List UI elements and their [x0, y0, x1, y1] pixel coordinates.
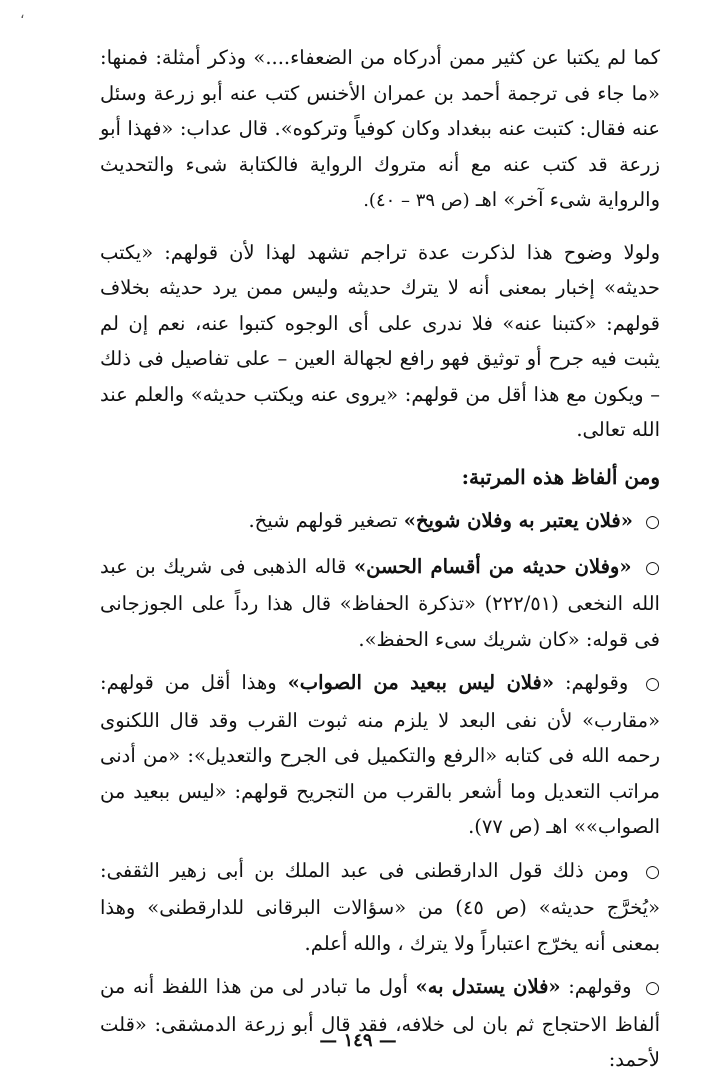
bullet-text: النخعى (٢٢٢/٥١) «تذكرة الحفاظ» قال هذا رداً على الجوزجانى فى قوله: «كان — [100, 592, 660, 651]
paragraph-line: «يروى عنه ويكتب حديثه» والعلم عند الله تعالى. — [100, 382, 660, 441]
bullet-text: شريك سىء الحفظ». — [358, 627, 532, 651]
bullet-prefix: وقولهم: — [568, 975, 632, 998]
bullet-term: «فلان يعتبر به وفلان شويخ» — [403, 509, 633, 532]
bullet-text: قاله الذهبى فى شريك بن عبد الله — [100, 554, 660, 615]
paragraph-line: عنه ببغداد وكان كوفياً وتركوه». قال عداب: «فهذا أبو زرعة قد كتب عنه — [100, 117, 660, 176]
bullet-text: تصغير قولهم شيخ. — [248, 509, 398, 532]
paragraph-line: مع أنه متروك الرواية فالكتابة شىء والتحديث والرواية شىء آخر» اهـ — [100, 152, 660, 211]
circle-bullet-icon: ○ — [645, 512, 660, 532]
circle-bullet-icon: ○ — [645, 557, 661, 578]
bullet-item — [100, 549, 660, 658]
bullet-item — [100, 969, 660, 1078]
bullet-text: أشعر بالقرب من التجريح قولهم: «ليس ببعيد من الصواب»» اهـ (ص ٧٧). — [100, 779, 660, 838]
bullet-text: ولا يترك ، والله أعلم. — [304, 931, 475, 955]
circle-bullet-icon: ○ — [645, 861, 660, 882]
bullet-text: ألفاظ الاحتجاج ثم بان لى خلافه، فقد قال أبو زرعة الدمشقى: «قلت لأحمد: — [100, 1012, 660, 1071]
circle-bullet-icon: ○ — [645, 674, 660, 694]
paragraph-line: حديثه» إخبار بمعنى أنه لا يترك حديثه وليس ممن يرد حديثه بخلاف قولهم: «كتبنا — [100, 276, 660, 335]
paragraph-line: فى ترجمة أحمد بن عمران الأخنس كتب عنه أبو زرعة وسئل عنه فقال: كتبت — [100, 81, 661, 140]
bullet-term: «فلان يستدل به» — [415, 975, 561, 998]
bullet-term: «فلان ليس ببعيد من الصواب» — [287, 671, 555, 694]
bullet-text: فى كتابه «الرفع والتكميل فى الجرح والتعديل»: «من أدنى مراتب التعديل وما — [100, 744, 660, 803]
corner-mark: ، — [20, 6, 25, 22]
paragraph-line: ولولا وضوح هذا لذكرت عدة تراجم تشهد لهذا لأن قولهم: «يكتب — [100, 240, 660, 264]
bullet-text: حديثه» (ص ٤٥) من «سؤالات البرقانى للدارقطنى» وهذا بمعنى أنه يخرّج اعتباراً — [100, 896, 660, 955]
section-heading: ومن ألفاظ هذه المرتبة: — [461, 464, 660, 489]
bullet-item — [100, 853, 660, 962]
paragraph-line: (ص ٣٩ – ٤٠). — [363, 190, 470, 211]
paragraph-line: كما لم يكتبا عن كثير ممن أدركاه من الضعفاء....» وذكر أمثلة: فمنها: «ما جاء — [100, 46, 660, 105]
paragraph-line: فهو رافع لجهالة العين – على تفاصيل فى ذلك – ويكون مع هذا أقل من قولهم: — [100, 347, 660, 406]
bullet-text: أول ما تبادر لى من هذا اللفظ أنه من — [100, 975, 408, 998]
bullet-term: «وفلان حديثه من أقسام الحسن» — [353, 554, 632, 578]
page-number: — ١٤٩ — — [319, 1030, 397, 1051]
bullet-prefix: وقولهم: — [564, 671, 629, 694]
bullet-text: وهذا أقل من قولهم: — [100, 671, 277, 694]
document-page — [100, 40, 661, 1071]
bullet-text: «مقارب» لأن نفى البعد لا يلزم منه ثبوت القرب وقد قال اللكنوى رحمه الله — [100, 708, 660, 767]
paragraph-quote — [100, 40, 660, 219]
bullet-item — [100, 665, 660, 845]
paragraph-line: عنه» فلا ندرى على أى الوجوه كتبوا عنه، نعم إن لم يثبت فيه جرح أو توثيق — [100, 311, 661, 370]
paragraph-explanation — [100, 235, 660, 448]
bullet-item — [100, 503, 660, 541]
circle-bullet-icon: ○ — [645, 978, 660, 998]
bullet-text: ومن ذلك قول الدارقطنى فى عبد الملك بن أبى زهير الثقفى: «يُخرَّج — [100, 858, 661, 919]
